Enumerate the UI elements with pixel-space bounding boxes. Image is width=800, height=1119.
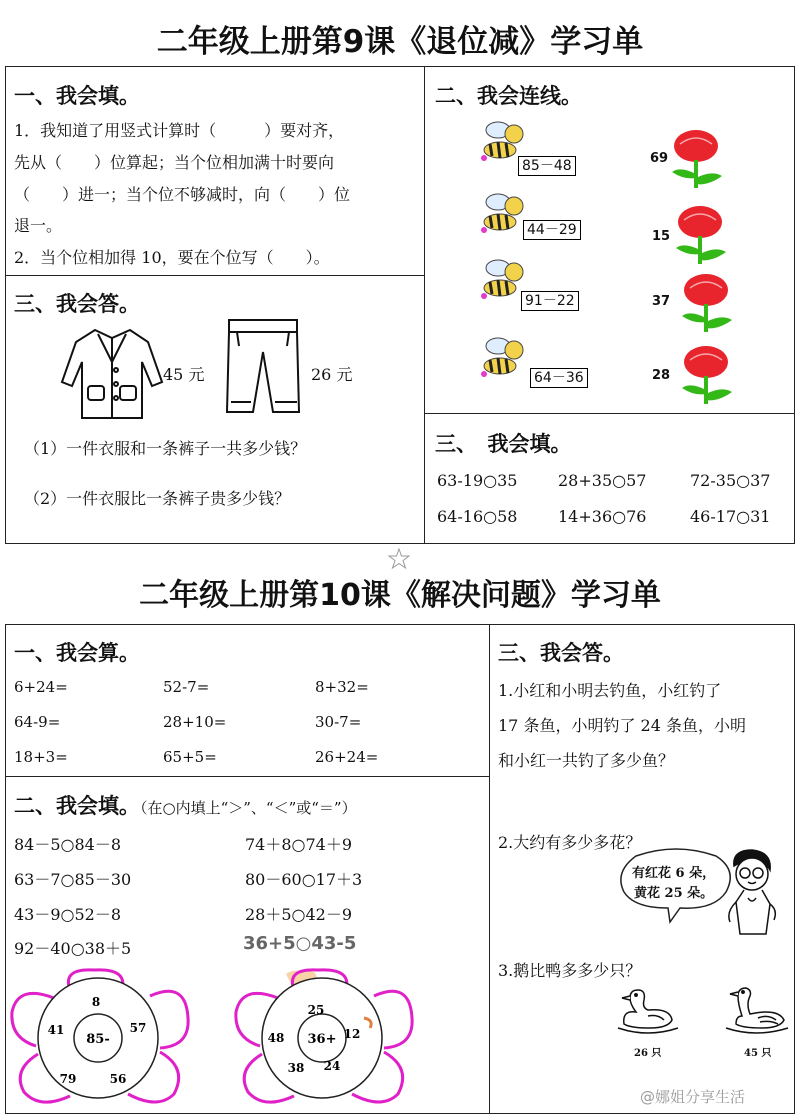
rose-icon [666, 128, 728, 190]
flower1-petal-4[interactable]: 79 [59, 1072, 77, 1086]
fill-item-4[interactable]: 80－60○17＋3 [245, 870, 363, 889]
calc-item-3[interactable]: 8+32= [315, 678, 369, 696]
lesson9-title: 二年级上册第9课《退位减》学习单 [156, 24, 644, 60]
calc-item-6[interactable]: 30-7= [315, 713, 362, 731]
teacher-illustration [722, 848, 784, 936]
flower1-petal-3[interactable]: 56 [109, 1072, 127, 1086]
flower1-center: 85- [86, 1032, 110, 1047]
watermark: @娜姐分享生活 [640, 1088, 746, 1106]
goose-illustration [722, 986, 792, 1038]
lesson10-part2-heading-row [14, 790, 357, 820]
flower2-petal-5[interactable]: 48 [267, 1031, 285, 1045]
bee-icon [478, 334, 528, 382]
fill-item-7[interactable]: 92－40○38＋5 [14, 939, 132, 958]
duck-illustration [612, 988, 684, 1038]
answer-number-2[interactable]: 15 [652, 229, 671, 244]
goose-label: 45 只 [744, 1048, 772, 1059]
calc-item-7[interactable]: 18+3= [14, 748, 68, 766]
lesson9-part1-line3: （ ）进一；当个位不够减时，向（ ）位 [14, 185, 351, 204]
lesson9-part3-q2: （2）一件衣服比一条裤子贵多少钱？ [24, 489, 291, 508]
lesson9-part1-line1: 1．我知道了用竖式计算时（ ）要对齐， [14, 121, 345, 140]
lesson9-part1-line2: 先从（ ）位算起；当个位相加满十时要向 [14, 153, 335, 172]
flower1-petal-1[interactable]: 8 [91, 995, 101, 1009]
fill-item-6[interactable]: 28＋5○42－9 [245, 905, 353, 924]
compare-item-3[interactable]: 72-35○37 [690, 471, 771, 490]
fill-item-3[interactable]: 63－7○85－30 [14, 870, 132, 889]
lesson9-part1-line5: 2．当个位相加得 10，要在个位写（ ）。 [14, 248, 330, 267]
compare-item-4[interactable]: 64-16○58 [437, 507, 518, 526]
flower2-petal-1[interactable]: 25 [307, 1003, 325, 1017]
lesson10-q2: 2.大约有多少多花？ [498, 833, 642, 852]
flower1-petal-5[interactable]: 41 [47, 1023, 65, 1037]
rose-icon [670, 204, 732, 266]
lesson9-part1-line4: 退一。 [14, 216, 63, 235]
calc-item-5[interactable]: 28+10= [163, 713, 227, 731]
expr-card-4[interactable]: 64－36 [530, 368, 588, 388]
expr-card-2[interactable]: 44－29 [523, 220, 581, 240]
flower1-petal-2[interactable]: 57 [129, 1021, 147, 1035]
compare-item-2[interactable]: 28+35○57 [558, 471, 647, 490]
lesson10-title: 二年级上册第10课《解决问题》学习单 [139, 578, 661, 613]
calc-item-4[interactable]: 64-9= [14, 713, 61, 731]
flower2-petal-3[interactable]: 24 [323, 1059, 341, 1073]
lesson10-q1-line2: 17 条鱼，小明钓了 24 条鱼，小明 [498, 716, 746, 735]
bubble-line2: 黄花 25 朵。 [634, 886, 714, 901]
bubble-line1: 有红花 6 朵， [632, 866, 716, 881]
bee-icon [478, 190, 528, 238]
number-flower-2 [234, 968, 414, 1110]
lesson9-part2-heading: 二、我会连线。 [435, 84, 582, 108]
number-flower-1 [10, 968, 190, 1110]
lesson10-divider-left [5, 776, 490, 777]
expr-card-1[interactable]: 85－48 [518, 156, 576, 176]
lesson10-q1-line1: 1.小红和小明去钓鱼，小红钓了 [498, 681, 722, 700]
answer-number-4[interactable]: 28 [652, 368, 671, 383]
coat-illustration [60, 322, 165, 422]
fill-item-1[interactable]: 84－5○84－8 [14, 835, 122, 854]
flower2-petal-4[interactable]: 38 [287, 1061, 305, 1075]
star-icon [388, 548, 410, 570]
lesson10-q1-line3: 和小红一共钓了多少鱼？ [498, 751, 675, 770]
flower2-center: 36+ [307, 1032, 337, 1047]
fill-item-2[interactable]: 74＋8○74＋9 [245, 835, 353, 854]
compare-item-1[interactable]: 63-19○35 [437, 471, 518, 490]
lesson9-part1-heading: 一、我会填。 [14, 84, 140, 108]
rose-icon [676, 344, 738, 406]
lesson10-part2-heading: 二、我会填。 [14, 794, 140, 818]
lesson9-divider-left [5, 275, 425, 276]
lesson10-part2-note: （在○内填上“＞”、“＜”或“＝”） [140, 799, 357, 817]
fill-item-5[interactable]: 43－9○52－8 [14, 905, 122, 924]
lesson10-q3: 3.鹅比鸭多多少只？ [498, 961, 642, 980]
calc-item-9[interactable]: 26+24= [315, 748, 379, 766]
lesson10-divider-vertical [489, 624, 490, 1114]
lesson9-divider-right [424, 413, 795, 414]
compare-item-6[interactable]: 46-17○31 [690, 507, 771, 526]
lesson9-part3-heading: 三、我会答。 [14, 292, 140, 316]
lesson10-part3-heading: 三、我会答。 [498, 641, 624, 665]
rose-icon [676, 272, 738, 334]
flower2-petal-2[interactable]: 12 [343, 1027, 361, 1041]
pants-price: 26 元 [311, 365, 353, 384]
calc-item-2[interactable]: 52-7= [163, 678, 210, 696]
compare-item-5[interactable]: 14+36○76 [558, 507, 647, 526]
calc-item-1[interactable]: 6+24= [14, 678, 68, 696]
answer-number-1[interactable]: 69 [650, 151, 669, 166]
lesson9-divider-vertical [424, 66, 425, 544]
coat-price: 45 元 [163, 365, 205, 384]
lesson9-part4-heading: 三、 我会填。 [435, 432, 572, 456]
pants-illustration [223, 316, 305, 416]
answer-number-3[interactable]: 37 [652, 294, 671, 309]
calc-item-8[interactable]: 65+5= [163, 748, 217, 766]
lesson9-part3-q1: （1）一件衣服和一条裤子一共多少钱？ [24, 439, 307, 458]
fill-item-8[interactable]: 36+5○43-5 [243, 933, 357, 954]
lesson10-part1-heading: 一、我会算。 [14, 641, 140, 665]
expr-card-3[interactable]: 91－22 [521, 291, 579, 311]
duck-label: 26 只 [634, 1048, 662, 1059]
